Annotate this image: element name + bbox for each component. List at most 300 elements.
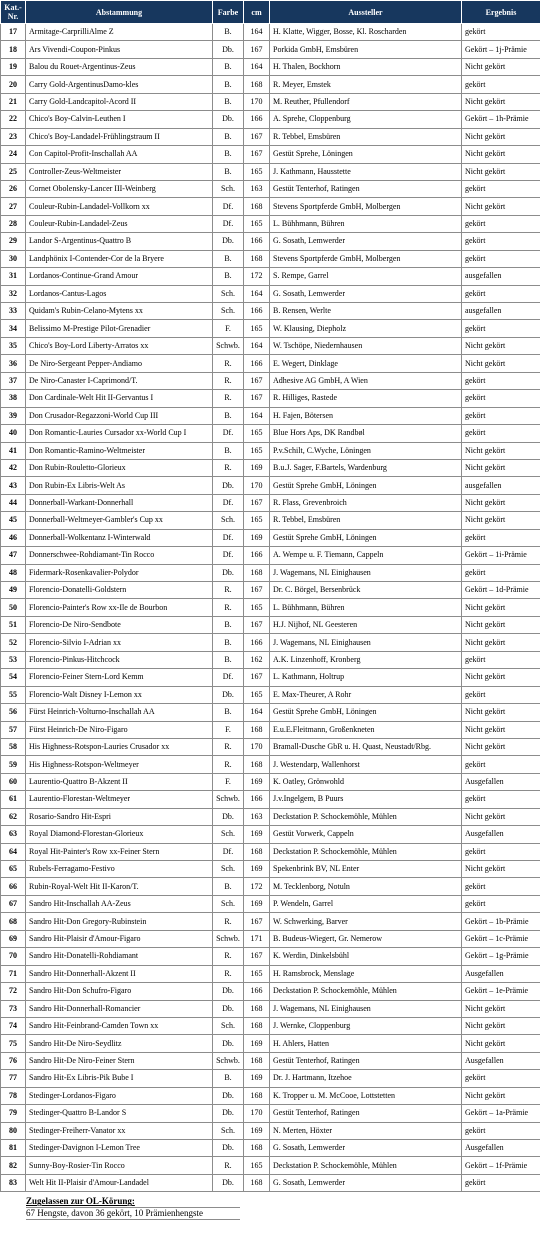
cell-color: R.: [213, 390, 244, 407]
cell-catalog-number: 81: [1, 1140, 26, 1157]
cell-color: R.: [213, 599, 244, 616]
cell-exhibitor: W. Tschöpe, Niedernhausen: [270, 337, 462, 354]
cell-height: 166: [244, 983, 270, 1000]
cell-result: Nicht gekört: [462, 738, 540, 755]
table-row: [1, 390, 540, 407]
cell-result: Nicht gekört: [462, 459, 540, 476]
cell-color: Df.: [213, 529, 244, 546]
cell-pedigree: Fidermark-Rosenkavalier-Polydor: [26, 564, 213, 581]
cell-color: R.: [213, 372, 244, 389]
cell-catalog-number: 60: [1, 773, 26, 790]
cell-pedigree: De Niro-Sergeant Pepper-Andiamo: [26, 355, 213, 372]
cell-pedigree: Sandro Hit-Don Gregory-Rubinstein: [26, 913, 213, 930]
cell-result: gekört: [462, 686, 540, 703]
cell-result: Nicht gekört: [462, 721, 540, 738]
cell-pedigree: Don Rubin-Rouletto-Glorieux: [26, 459, 213, 476]
cell-height: 163: [244, 180, 270, 197]
cell-pedigree: Stedinger-Davignon I-Lemon Tree: [26, 1140, 213, 1157]
cell-pedigree: Stedinger-Quattro B-Landor S: [26, 1105, 213, 1122]
cell-catalog-number: 55: [1, 686, 26, 703]
cell-result: gekört: [462, 1174, 540, 1191]
cell-height: 168: [244, 1017, 270, 1034]
cell-result: gekört: [462, 564, 540, 581]
cell-exhibitor: Porkida GmbH, Emsbüren: [270, 41, 462, 58]
cell-pedigree: Lordanos-Cantus-Lagos: [26, 285, 213, 302]
cell-height: 163: [244, 808, 270, 825]
cell-catalog-number: 76: [1, 1052, 26, 1069]
cell-catalog-number: 24: [1, 146, 26, 163]
cell-result: Nicht gekört: [462, 704, 540, 721]
header-pedigree: Abstammung: [26, 1, 213, 24]
cell-exhibitor: R. Tebbel, Emsbüren: [270, 512, 462, 529]
cell-catalog-number: 18: [1, 41, 26, 58]
cell-pedigree: Sandro Hit-Donnerhall-Akzent II: [26, 965, 213, 982]
cell-height: 167: [244, 41, 270, 58]
cell-color: B.: [213, 146, 244, 163]
cell-exhibitor: E. Wegert, Dinklage: [270, 355, 462, 372]
table-row: [1, 146, 540, 163]
cell-color: Db.: [213, 1174, 244, 1191]
cell-color: B.: [213, 878, 244, 895]
table-row: [1, 1070, 540, 1087]
cell-catalog-number: 27: [1, 198, 26, 215]
cell-catalog-number: 25: [1, 163, 26, 180]
cell-pedigree: Florencio-Walt Disney I-Lemon xx: [26, 686, 213, 703]
cell-exhibitor: W. Klausing, Diepholz: [270, 320, 462, 337]
cell-height: 169: [244, 773, 270, 790]
cell-catalog-number: 82: [1, 1157, 26, 1174]
cell-height: 167: [244, 494, 270, 511]
cell-result: gekört: [462, 651, 540, 668]
cell-catalog-number: 49: [1, 582, 26, 599]
cell-color: Sch.: [213, 285, 244, 302]
table-row: [1, 41, 540, 58]
cell-color: B.: [213, 704, 244, 721]
cell-exhibitor: Gestüt Sprehe GmbH, Löningen: [270, 529, 462, 546]
cell-height: 167: [244, 372, 270, 389]
cell-catalog-number: 52: [1, 634, 26, 651]
cell-pedigree: His Highness-Rotspon-Weltmeyer: [26, 756, 213, 773]
cell-color: F.: [213, 773, 244, 790]
cell-pedigree: Stedinger-Freiherr-Vanator xx: [26, 1122, 213, 1139]
cell-pedigree: Sandro Hit-Ex Libris-Pik Bube I: [26, 1070, 213, 1087]
cell-exhibitor: Bramall-Dusche GbR u. H. Quast, Neustadt/Rbg.: [270, 738, 462, 755]
cell-exhibitor: G. Sosath, Lemwerder: [270, 233, 462, 250]
cell-pedigree: Donnerball-Wolkentanz I-Winterwald: [26, 529, 213, 546]
cell-result: Gekört – 1f-Prämie: [462, 1157, 540, 1174]
table-row: [1, 529, 540, 546]
cell-catalog-number: 71: [1, 965, 26, 982]
cell-height: 169: [244, 895, 270, 912]
table-row: [1, 180, 540, 197]
cell-pedigree: Sunny-Boy-Rosier-Tin Rocco: [26, 1157, 213, 1174]
cell-catalog-number: 74: [1, 1017, 26, 1034]
cell-color: Schwb.: [213, 1052, 244, 1069]
table-row: [1, 1000, 540, 1017]
table-row: [1, 442, 540, 459]
cell-catalog-number: 35: [1, 337, 26, 354]
cell-exhibitor: R. Hilliges, Rastede: [270, 390, 462, 407]
cell-height: 164: [244, 407, 270, 424]
cell-result: Gekört – 1e-Prämie: [462, 983, 540, 1000]
cell-exhibitor: J.v.Ingelgem, B Puurs: [270, 791, 462, 808]
cell-result: Nicht gekört: [462, 808, 540, 825]
cell-height: 166: [244, 634, 270, 651]
cell-exhibitor: H. Klatte, Wigger, Bosse, Kl. Roscharden: [270, 24, 462, 41]
cell-exhibitor: H. Ahlers, Hatten: [270, 1035, 462, 1052]
cell-catalog-number: 73: [1, 1000, 26, 1017]
cell-height: 170: [244, 1105, 270, 1122]
cell-pedigree: Sandro Hit-Inschallah AA-Zeus: [26, 895, 213, 912]
cell-height: 168: [244, 76, 270, 93]
cell-height: 169: [244, 826, 270, 843]
cell-height: 171: [244, 930, 270, 947]
cell-pedigree: Sandro Hit-Donatelli-Rohdiamant: [26, 948, 213, 965]
cell-pedigree: Royal Hit-Painter's Row xx-Feiner Stern: [26, 843, 213, 860]
cell-catalog-number: 47: [1, 547, 26, 564]
cell-result: Ausgefallen: [462, 826, 540, 843]
cell-color: B.: [213, 250, 244, 267]
table-row: [1, 826, 540, 843]
cell-pedigree: Welt Hit II-Plaisir d'Amour-Landadel: [26, 1174, 213, 1191]
table-row: [1, 198, 540, 215]
cell-result: gekört: [462, 878, 540, 895]
table-row: [1, 1174, 540, 1191]
cell-color: Sch.: [213, 895, 244, 912]
cell-color: Df.: [213, 198, 244, 215]
cell-exhibitor: Deckstation P. Schockemöhle, Mühlen: [270, 808, 462, 825]
cell-catalog-number: 78: [1, 1087, 26, 1104]
cell-result: Gekört – 1i-Prämie: [462, 547, 540, 564]
cell-exhibitor: K. Tropper u. M. McCooe, Lottstetten: [270, 1087, 462, 1104]
cell-pedigree: Rosario-Sandro Hit-Espri: [26, 808, 213, 825]
cell-result: gekört: [462, 407, 540, 424]
cell-color: R.: [213, 459, 244, 476]
cell-result: Nicht gekört: [462, 634, 540, 651]
cell-height: 168: [244, 198, 270, 215]
cell-result: Nicht gekört: [462, 128, 540, 145]
table-row: [1, 965, 540, 982]
table-row: [1, 425, 540, 442]
cell-height: 169: [244, 1122, 270, 1139]
cell-color: Df.: [213, 425, 244, 442]
cell-pedigree: Sandro Hit-De Niro-Feiner Stern: [26, 1052, 213, 1069]
cell-pedigree: Fürst Heinrich-De Niro-Figaro: [26, 721, 213, 738]
cell-catalog-number: 46: [1, 529, 26, 546]
header-exhibitor: Aussteller: [270, 1, 462, 24]
cell-exhibitor: J. Kathmann, Hausstette: [270, 163, 462, 180]
cell-color: Df.: [213, 669, 244, 686]
cell-height: 166: [244, 233, 270, 250]
table-body: [1, 24, 540, 1192]
cell-height: 167: [244, 669, 270, 686]
cell-exhibitor: Stevens Sportpferde GmbH, Molbergen: [270, 198, 462, 215]
cell-color: R.: [213, 582, 244, 599]
cell-catalog-number: 68: [1, 913, 26, 930]
cell-color: Db.: [213, 564, 244, 581]
cell-exhibitor: L. Bühhmann, Bühren: [270, 599, 462, 616]
cell-result: Ausgefallen: [462, 773, 540, 790]
cell-catalog-number: 32: [1, 285, 26, 302]
cell-catalog-number: 31: [1, 268, 26, 285]
table-row: [1, 634, 540, 651]
cell-exhibitor: Gestüt Sprehe GmbH, Löningen: [270, 704, 462, 721]
cell-exhibitor: J. Wagemans, NL Einighausen: [270, 564, 462, 581]
cell-color: Sch.: [213, 303, 244, 320]
cell-pedigree: Rubin-Royal-Welt Hit II-Karon/T.: [26, 878, 213, 895]
table-row: [1, 320, 540, 337]
cell-result: Nicht gekört: [462, 355, 540, 372]
table-row: [1, 407, 540, 424]
cell-color: Df.: [213, 494, 244, 511]
cell-result: Nicht gekört: [462, 146, 540, 163]
cell-pedigree: De Niro-Canaster I-Caprimond/T.: [26, 372, 213, 389]
cell-color: B.: [213, 651, 244, 668]
table-row: [1, 669, 540, 686]
header-color: Farbe: [213, 1, 244, 24]
cell-exhibitor: K. Werdin, Dinkelsbühl: [270, 948, 462, 965]
cell-height: 165: [244, 442, 270, 459]
table-row: [1, 512, 540, 529]
cell-catalog-number: 26: [1, 180, 26, 197]
cell-pedigree: Don Romantic-Lauries Cursador xx-World Cup I: [26, 425, 213, 442]
cell-color: Sch.: [213, 861, 244, 878]
cell-result: ausgefallen: [462, 477, 540, 494]
cell-exhibitor: E.u.E.Fleitmann, Großenkneten: [270, 721, 462, 738]
cell-color: Db.: [213, 1087, 244, 1104]
table-row: [1, 895, 540, 912]
cell-exhibitor: G. Sosath, Lemwerder: [270, 1174, 462, 1191]
cell-pedigree: Don Rubin-Ex Libris-Welt As: [26, 477, 213, 494]
header-height: cm: [244, 1, 270, 24]
cell-height: 167: [244, 582, 270, 599]
cell-height: 168: [244, 250, 270, 267]
cell-color: B.: [213, 76, 244, 93]
cell-height: 168: [244, 1087, 270, 1104]
cell-color: Db.: [213, 111, 244, 128]
table-row: [1, 76, 540, 93]
cell-height: 164: [244, 24, 270, 41]
cell-height: 166: [244, 791, 270, 808]
cell-color: Db.: [213, 686, 244, 703]
cell-catalog-number: 59: [1, 756, 26, 773]
cell-pedigree: Chico's Boy-Calvin-Leuthen I: [26, 111, 213, 128]
cell-result: Gekört – 1d-Prämie: [462, 582, 540, 599]
cell-color: R.: [213, 355, 244, 372]
cell-height: 169: [244, 861, 270, 878]
cell-height: 166: [244, 303, 270, 320]
cell-color: F.: [213, 320, 244, 337]
cell-pedigree: Sandro Hit-Plaisir d'Amour-Figaro: [26, 930, 213, 947]
table-row: [1, 268, 540, 285]
cell-exhibitor: B. Rensen, Werlte: [270, 303, 462, 320]
footer-heading: [26, 1196, 240, 1208]
cell-pedigree: Fürst Heinrich-Volturno-Inschallah AA: [26, 704, 213, 721]
cell-catalog-number: 51: [1, 616, 26, 633]
cell-result: gekört: [462, 1070, 540, 1087]
cell-catalog-number: 44: [1, 494, 26, 511]
table-row: [1, 913, 540, 930]
cell-exhibitor: B. Budeus-Wiegert, Gr. Nemerow: [270, 930, 462, 947]
cell-height: 165: [244, 512, 270, 529]
cell-pedigree: Controller-Zeus-Weltmeister: [26, 163, 213, 180]
cell-result: Nicht gekört: [462, 442, 540, 459]
cell-color: Db.: [213, 808, 244, 825]
cell-height: 170: [244, 477, 270, 494]
cell-pedigree: Florencio-Pinkus-Hitchcock: [26, 651, 213, 668]
cell-result: Nicht gekört: [462, 1000, 540, 1017]
cell-pedigree: Cornet Obolensky-Lancer III-Weinberg: [26, 180, 213, 197]
cell-color: Sch.: [213, 180, 244, 197]
footer-heading-text: Zugelassen zur OL-Körung:: [26, 1196, 135, 1207]
cell-exhibitor: R. Tebbel, Emsbüren: [270, 128, 462, 145]
cell-pedigree: Florencio-Painter's Row xx-Ile de Bourbon: [26, 599, 213, 616]
cell-catalog-number: 34: [1, 320, 26, 337]
cell-pedigree: Landphönix I-Contender-Cor de la Bryere: [26, 250, 213, 267]
cell-result: Gekört – 1a-Prämie: [462, 1105, 540, 1122]
table-row: [1, 651, 540, 668]
cell-pedigree: Sandro Hit-De Niro-Seydlitz: [26, 1035, 213, 1052]
cell-pedigree: Balou du Rouet-Argentinus-Zeus: [26, 58, 213, 75]
cell-pedigree: Sandro Hit-Feinbrand-Camden Town xx: [26, 1017, 213, 1034]
cell-pedigree: Don Cardinale-Welt Hit II-Gervantus I: [26, 390, 213, 407]
cell-height: 166: [244, 111, 270, 128]
cell-result: ausgefallen: [462, 268, 540, 285]
cell-height: 168: [244, 1000, 270, 1017]
cell-color: B.: [213, 407, 244, 424]
table-row: [1, 215, 540, 232]
cell-exhibitor: R. Meyer, Emstek: [270, 76, 462, 93]
cell-exhibitor: H.J. Nijhof, NL Geesteren: [270, 616, 462, 633]
cell-result: Nicht gekört: [462, 163, 540, 180]
cell-catalog-number: 42: [1, 459, 26, 476]
cell-pedigree: Couleur-Rubin-Landadel-Vollkorn xx: [26, 198, 213, 215]
cell-height: 167: [244, 948, 270, 965]
cell-pedigree: Chico's Boy-Landadel-Frühlingstraum II: [26, 128, 213, 145]
cell-color: B.: [213, 93, 244, 110]
table-header-row: [1, 1, 540, 24]
table-row: [1, 494, 540, 511]
cell-color: B.: [213, 616, 244, 633]
cell-pedigree: Carry Gold-Landcapitol-Acord II: [26, 93, 213, 110]
cell-result: ausgefallen: [462, 303, 540, 320]
cell-pedigree: Florencio-Feiner Stern-Lord Kemm: [26, 669, 213, 686]
cell-color: B.: [213, 24, 244, 41]
cell-exhibitor: L. Bühhmann, Bühren: [270, 215, 462, 232]
cell-catalog-number: 39: [1, 407, 26, 424]
cell-color: B.: [213, 58, 244, 75]
table-row: [1, 233, 540, 250]
cell-exhibitor: E. Max-Theurer, A Rohr: [270, 686, 462, 703]
cell-color: B.: [213, 442, 244, 459]
cell-exhibitor: M. Reuther, Pfullendorf: [270, 93, 462, 110]
cell-result: Nicht gekört: [462, 58, 540, 75]
cell-exhibitor: Blue Hors Aps, DK Randbøl: [270, 425, 462, 442]
cell-color: R.: [213, 948, 244, 965]
cell-height: 164: [244, 285, 270, 302]
cell-catalog-number: 54: [1, 669, 26, 686]
cell-exhibitor: Dr. C. Börgel, Bersenbrück: [270, 582, 462, 599]
cell-exhibitor: A. Sprehe, Cloppenburg: [270, 111, 462, 128]
cell-height: 165: [244, 599, 270, 616]
cell-result: Gekört – 1b-Prämie: [462, 913, 540, 930]
cell-catalog-number: 69: [1, 930, 26, 947]
cell-result: Nicht gekört: [462, 599, 540, 616]
cell-exhibitor: Adhesive AG GmbH, A Wien: [270, 372, 462, 389]
header-catalog-number: Kat.-Nr.: [1, 1, 26, 24]
cell-height: 168: [244, 1052, 270, 1069]
cell-exhibitor: B.u.J. Sager, F.Bartels, Wardenburg: [270, 459, 462, 476]
cell-pedigree: Rubels-Ferragamo-Festivo: [26, 861, 213, 878]
cell-height: 168: [244, 564, 270, 581]
table-row: [1, 1157, 540, 1174]
cell-pedigree: Laurentio-Quattro B-Akzent II: [26, 773, 213, 790]
cell-pedigree: Sandro Hit-Don Schufro-Figaro: [26, 983, 213, 1000]
cell-result: Nicht gekört: [462, 93, 540, 110]
cell-exhibitor: Gestüt Tenterhof, Ratingen: [270, 1052, 462, 1069]
table-row: [1, 582, 540, 599]
cell-catalog-number: 64: [1, 843, 26, 860]
table-row: [1, 1035, 540, 1052]
cell-result: gekört: [462, 1122, 540, 1139]
header-result: Ergebnis: [462, 1, 540, 24]
cell-color: Db.: [213, 1035, 244, 1052]
table-row: [1, 808, 540, 825]
cell-result: gekört: [462, 320, 540, 337]
cell-catalog-number: 29: [1, 233, 26, 250]
cell-catalog-number: 37: [1, 372, 26, 389]
cell-result: gekört: [462, 372, 540, 389]
cell-pedigree: Florencio-Silvio I-Adrian xx: [26, 634, 213, 651]
cell-result: gekört: [462, 215, 540, 232]
cell-result: gekört: [462, 285, 540, 302]
cell-result: Gekört – 1j-Prämie: [462, 41, 540, 58]
cell-height: 162: [244, 651, 270, 668]
cell-color: Db.: [213, 1140, 244, 1157]
cell-color: Db.: [213, 41, 244, 58]
cell-color: B.: [213, 1070, 244, 1087]
cell-height: 167: [244, 390, 270, 407]
table-row: [1, 1017, 540, 1034]
cell-pedigree: Donnerball-Warkant-Donnerhall: [26, 494, 213, 511]
cell-exhibitor: Gestüt Tenterhof, Ratingen: [270, 180, 462, 197]
cell-result: Nicht gekört: [462, 861, 540, 878]
cell-result: Gekört – 1h-Prämie: [462, 111, 540, 128]
cell-height: 168: [244, 721, 270, 738]
cell-height: 165: [244, 1157, 270, 1174]
cell-catalog-number: 40: [1, 425, 26, 442]
cell-height: 172: [244, 268, 270, 285]
cell-color: B.: [213, 634, 244, 651]
table-row: [1, 704, 540, 721]
cell-color: R.: [213, 965, 244, 982]
cell-exhibitor: Stevens Sportpferde GmbH, Molbergen: [270, 250, 462, 267]
cell-exhibitor: H. Ramsbrock, Menslage: [270, 965, 462, 982]
cell-catalog-number: 53: [1, 651, 26, 668]
cell-catalog-number: 28: [1, 215, 26, 232]
cell-catalog-number: 67: [1, 895, 26, 912]
cell-height: 165: [244, 965, 270, 982]
table-row: [1, 547, 540, 564]
cell-result: Nicht gekört: [462, 1035, 540, 1052]
cell-result: gekört: [462, 425, 540, 442]
cell-height: 172: [244, 878, 270, 895]
cell-catalog-number: 56: [1, 704, 26, 721]
cell-pedigree: Laurentio-Florestan-Weltmeyer: [26, 791, 213, 808]
table-row: [1, 355, 540, 372]
table-row: [1, 128, 540, 145]
cell-result: Nicht gekört: [462, 1017, 540, 1034]
